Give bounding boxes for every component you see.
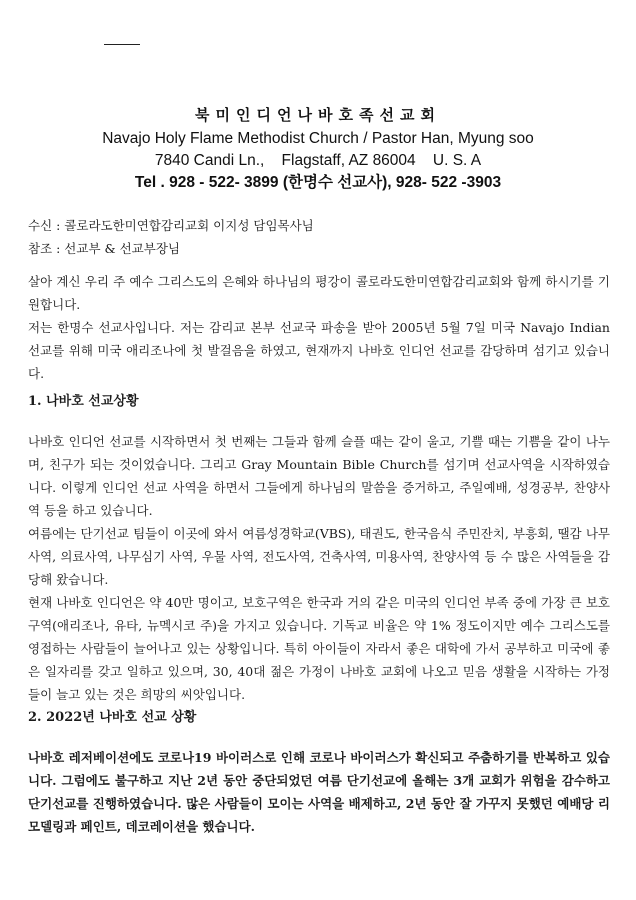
section1-heading: 1. 나바호 선교상황 xyxy=(28,394,139,409)
recipient-line: 수신 : 콜로라도한미연합감리교회 이지성 담임목사님 xyxy=(28,218,314,233)
section1-paragraph: 현재 나바호 인디언은 약 40만 명이고, 보호구역은 한국과 거의 같은 미국의 인디언 부족 중에 가장 큰 보호구역(애리조나, 유타, 뉴멕시코 주)을 가지고 있습니다. 기독교 비율은 약 1% 정도이지만 예수 그리스도를 영접하는 사람들이 늘어나고 있는 상황입니다. 특히 아이들이 자라서 좋은 대학에 가서 공부하고 미국에 좋은 일자리를 갖고 일하고 있으며, 30, 40대 젊은 가정이 나바호 교회에 나오고 믿음 생활을 시작하는 가정들이 늘고 있는 것은 희망의 씨앗입니다. xyxy=(28,595,610,702)
intro-section xyxy=(28,270,610,385)
letterhead xyxy=(0,104,636,194)
section1-paragraph: 나바호 인디언 선교를 시작하면서 첫 번째는 그들과 함께 슬플 때는 같이 울고, 기쁠 때는 기쁨을 같이 나누며, 친구가 되는 것이었습니다. 그리고 Gray Mountain Bible Church를 섬기며 선교사역을 시작하였습니다. 이렇게 인디언 선교 사역을 하면서 그들에게 하나님의 말씀을 증거하고, 주일예배, 성경공부, 찬양사역 등을 하고 있습니다. xyxy=(28,434,610,518)
section1-paragraph: 여름에는 단기선교 팀들이 이곳에 와서 여름성경학교(VBS), 태권도, 한국음식 주민잔치, 부흥회, 땔감 나무 사역, 의료사역, 나무심기 사역, 우물 사역, 전도사역, 건축사역, 미용사역, 찬양사역 등 수 많은 사역들을 감당해 왔습니다. xyxy=(28,526,610,587)
intro-greeting: 살아 계신 우리 주 예수 그리스도의 은혜와 하나님의 평강이 콜로라도한미연합감리교회와 함께 하시기를 기원합니다. xyxy=(28,274,610,312)
addressing-block xyxy=(28,214,314,260)
top-rule xyxy=(104,44,140,45)
section2-paragraph: 나바호 레저베이션에도 코로나19 바이러스로 인해 코로나 바이러스가 확신되고 주춤하기를 반복하고 있습니다. 그럼에도 불구하고 지난 2년 동안 중단되었던 여름 단기선교에 올해는 3개 교회가 위험을 감수하고 단기선교를 진행하였습니다. 많은 사람들이 모이는 사역을 배제하고, 2년 동안 잘 가꾸지 못했던 예배당 리모델링과 페인트, 데코레이션을 했습니다. xyxy=(28,750,610,834)
section2-heading: 2. 2022년 나바호 선교 상황 xyxy=(28,710,197,725)
intro-self: 저는 한명수 선교사입니다. 저는 감리교 본부 선교국 파송을 받아 2005년 5월 7일 미국 Navajo Indian 선교를 위해 미국 애리조나에 첫 발걸음을 하였고, 현재까지 나바호 인디언 선교를 감당하며 섬기고 있습니다. xyxy=(28,320,610,381)
church-address: 7840 Candi Ln., Flagstaff, AZ 86004 U. S. A xyxy=(154,152,482,169)
mission-title: 북미인디언나바호족선교회 xyxy=(195,106,441,124)
church-phone: Tel . 928 - 522- 3899 (한명수 선교사), 928- 522 -3903 xyxy=(134,174,502,191)
section2-body xyxy=(28,746,610,838)
section1-body xyxy=(28,430,610,706)
church-name: Navajo Holy Flame Methodist Church / Pastor Han, Myung soo xyxy=(102,130,534,147)
reference-line: 참조 : 선교부 & 선교부장님 xyxy=(28,241,180,256)
